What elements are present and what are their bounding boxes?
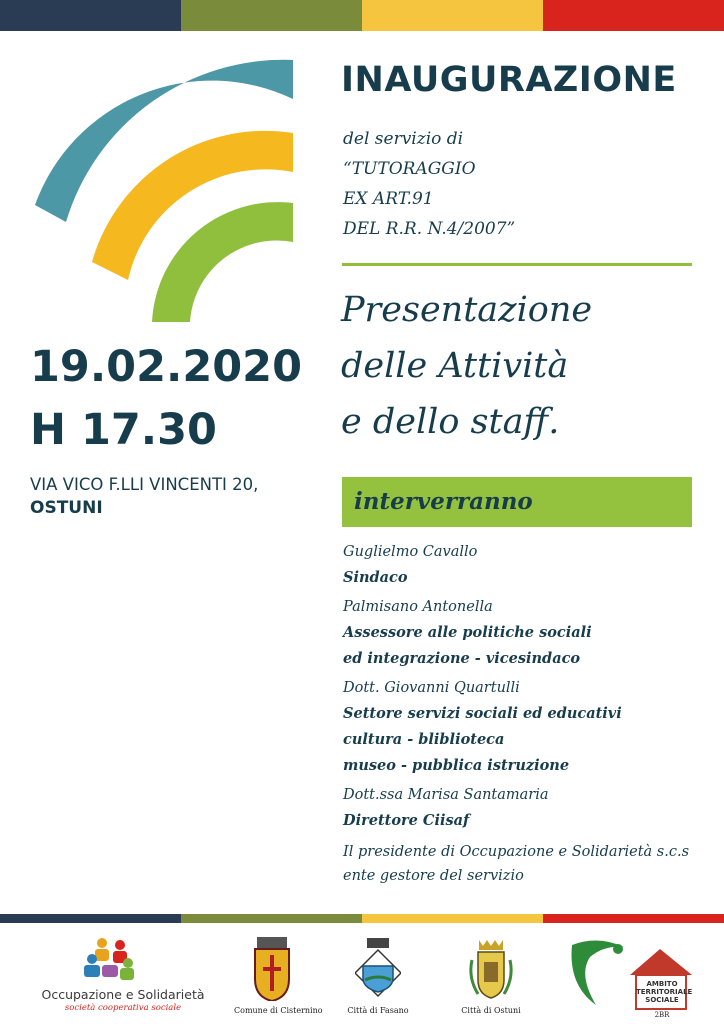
cisternino-crest [234,935,323,1020]
event-city: OSTUNI [30,498,103,518]
speaker-role: museo - pubblica istruzione [343,757,570,774]
speaker-role: Settore servizi sociali ed educativi [343,705,622,722]
speaker-name: Guglielmo Cavallo [343,544,478,560]
speaker-role: cultura - bliblioteca [343,731,505,748]
ambito-line: AMBITO [646,980,678,988]
page-title: INAUGURAZIONE [341,60,677,100]
speaker-name: Palmisano Antonella [343,599,493,615]
presentation-line: e dello staff. [341,402,560,442]
speaker-name: Dott. Giovanni Quartulli [343,680,520,696]
speakers-header-label: interverranno [354,488,533,515]
band-yellow [362,914,543,923]
ostuni-shield-icon [466,938,516,1000]
occupazione-solidarieta-logo [28,935,218,1015]
presentation-heading [341,282,592,450]
ostuni-crest [462,938,520,1020]
ambito-text [636,980,693,1004]
band-olive [181,0,362,31]
subtitle-line: “TUTORAGGIO [343,159,476,179]
presentation-line: Presentazione [341,290,593,330]
speakers-list [343,540,713,888]
bottom-color-band [0,914,724,923]
speakers-header [342,477,692,527]
occupazione-tagline: società cooperativa sociale [64,1003,182,1013]
band-navy [0,914,181,923]
speaker-role: ed integrazione - vicesindaco [343,650,581,667]
band-navy [0,0,181,31]
speaker-role: Assessore alle politiche sociali [343,624,592,641]
ambito-line: TERRITORIALE [636,988,693,996]
green-arc [152,202,293,322]
ostuni-caption: Città di Ostuni [461,1006,521,1015]
puzzle-figures-icon [80,935,140,983]
top-color-band [0,0,724,31]
signal-arcs-graphic [0,40,300,330]
event-date: 19.02.2020 [30,342,303,392]
band-red [543,914,724,923]
speaker-item [343,783,713,834]
speaker-item [343,540,713,591]
closing-line: ente gestore del servizio [343,868,524,884]
fasano-shield-icon [355,938,401,1000]
service-subtitle [343,124,515,244]
closing-note [343,840,713,888]
ambito-line: SOCIALE [645,996,679,1004]
occupazione-name: Occupazione e Solidarietà [41,987,205,1002]
subtitle-line: DEL R.R. N.4/2007” [343,219,516,239]
fasano-caption: Città di Fasano [347,1006,409,1015]
band-olive [181,914,362,923]
event-time: H 17.30 [30,405,217,455]
band-red [543,0,724,31]
speaker-item [343,676,713,779]
cisternino-caption: Comune di Cisternino [234,1006,323,1015]
subtitle-line: EX ART.91 [343,189,434,209]
divider [342,263,692,266]
subtitle-line: del servizio di [343,129,464,149]
presentation-line: delle Attività [341,346,569,386]
event-address: VIA VICO F.LLI VINCENTI 20, [30,475,259,494]
speaker-item [343,595,713,672]
ambito-code: 2BR [654,1011,670,1019]
speaker-role: Sindaco [343,569,408,586]
fasano-crest [348,938,408,1020]
ambito-territoriale-logo [568,935,708,1020]
speaker-name: Dott.ssa Marisa Santamaria [343,787,549,803]
closing-line: Il presidente di Occupazione e Solidarietà s.c.s [343,844,690,860]
speaker-role: Direttore Ciisaf [343,812,470,829]
cisternino-shield-icon [251,935,293,1001]
band-yellow [362,0,543,31]
